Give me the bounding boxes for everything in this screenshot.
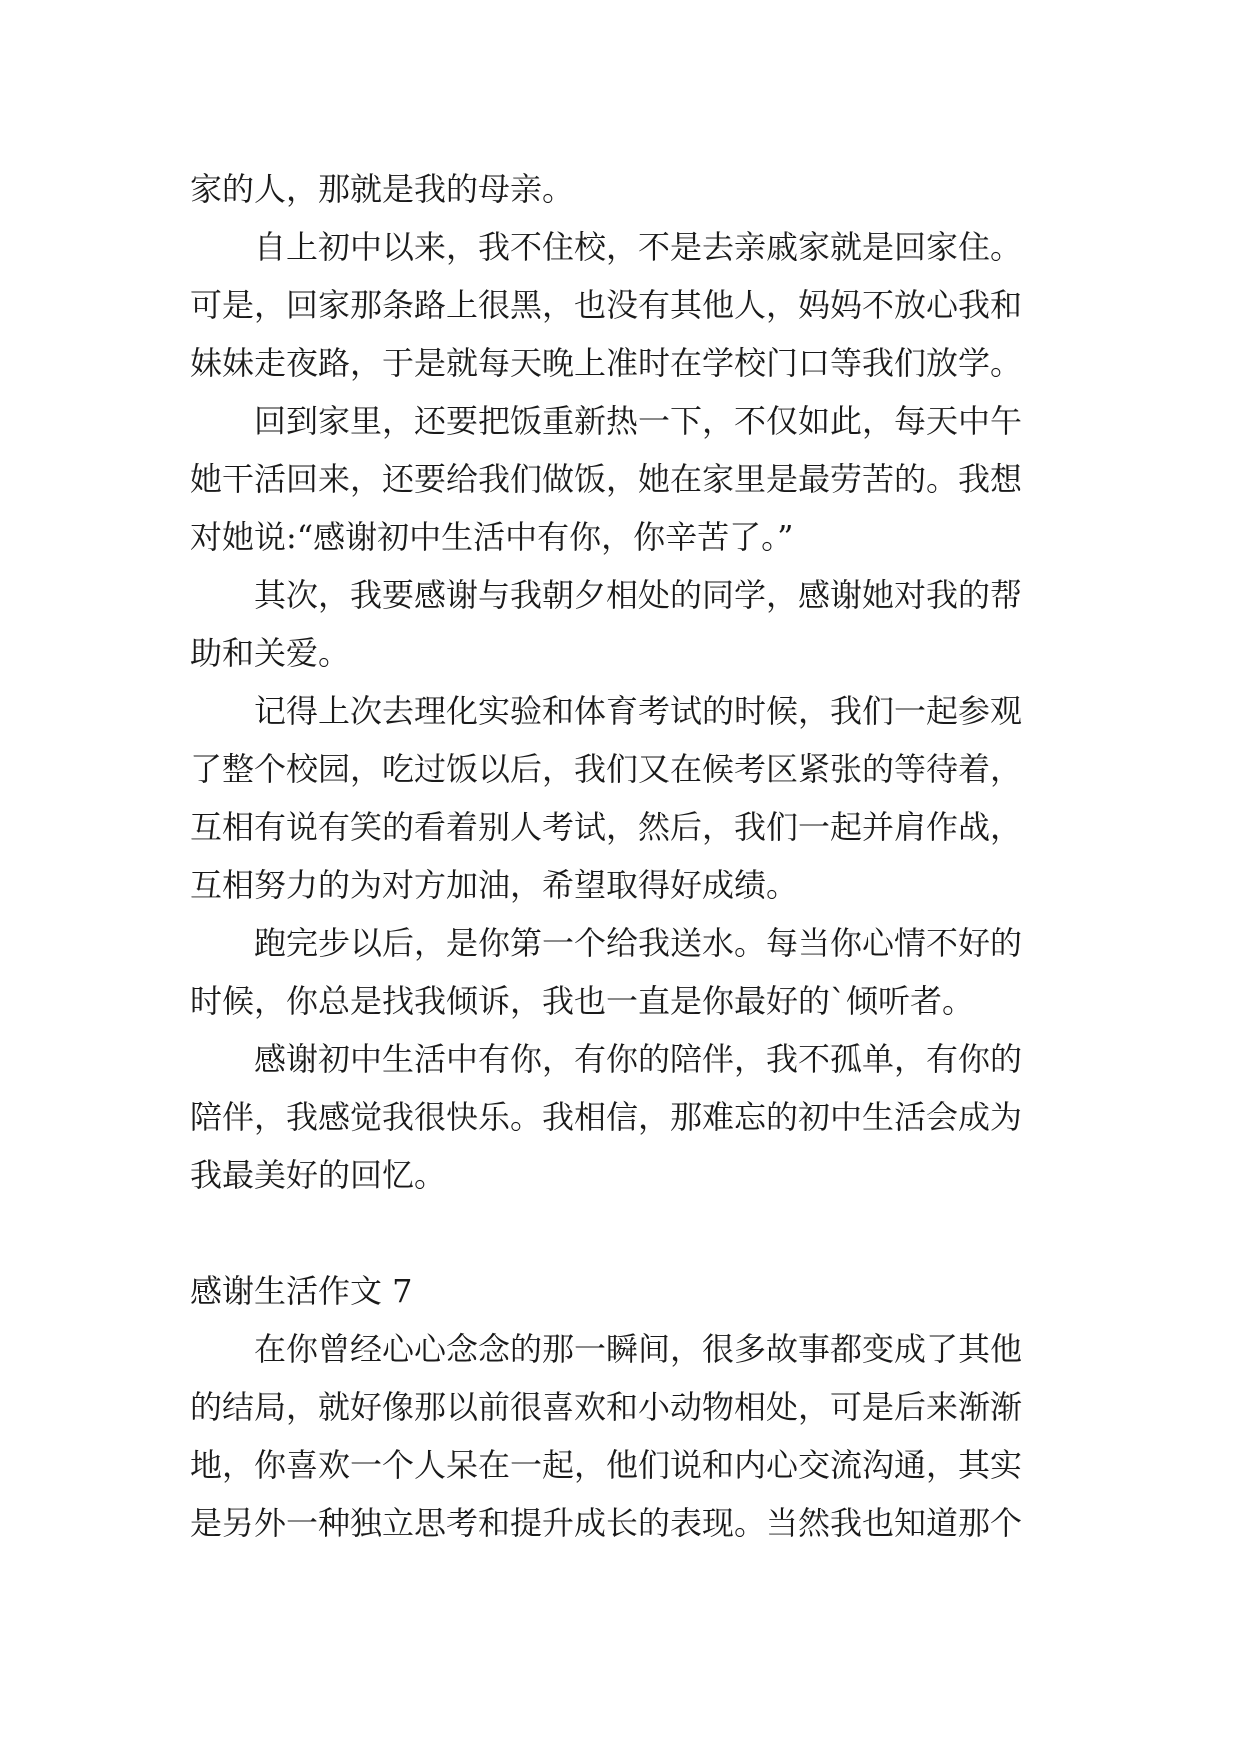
paragraph-2 [190,218,1070,392]
text-line: 回到家里，还要把饭重新热一下，不仅如此，每天中午 [254,402,1023,440]
text-line: 跑完步以后，是你第一个给我送水。每当你心情不好的 [254,924,1023,962]
text-line: 在你曾经心心念念的那一瞬间，很多故事都变成了其他 [254,1330,1023,1368]
text-line: 对她说:“感谢初中生活中有你，你辛苦了。” [190,518,794,556]
paragraph-5 [190,682,1070,914]
text-line: 是另外一种独立思考和提升成长的表现。当然我也知道那个 [190,1504,1023,1542]
text-line: 自上初中以来，我不住校，不是去亲戚家就是回家住。 [254,228,1023,266]
text-line: 其次，我要感谢与我朝夕相处的同学，感谢她对我的帮 [254,576,1023,614]
paragraph-3 [190,392,1070,566]
text-line: 她干活回来，还要给我们做饭，她在家里是最劳苦的。我想 [190,460,1023,498]
text-line: 助和关爱。 [190,634,351,672]
text-line: 家的人，那就是我的母亲。 [190,170,575,208]
text-line: 地，你喜欢一个人呆在一起，他们说和内心交流沟通，其实 [190,1446,1023,1484]
paragraph-4 [190,566,1070,682]
text-line: 记得上次去理化实验和体育考试的时候，我们一起参观 [254,692,1023,730]
text-line: 感谢初中生活中有你，有你的陪伴，我不孤单，有你的 [254,1040,1023,1078]
text-line: 互相有说有笑的看着别人考试，然后，我们一起并肩作战， [190,808,1023,846]
text-line: 的结局，就好像那以前很喜欢和小动物相处，可是后来渐渐 [190,1388,1023,1426]
text-line: 可是，回家那条路上很黑，也没有其他人，妈妈不放心我和 [190,286,1023,324]
paragraph-8 [190,1320,1070,1552]
document-body [190,160,1070,1552]
text-line: 妹妹走夜路，于是就每天晚上准时在学校门口等我们放学。 [190,344,1023,382]
paragraph-6 [190,914,1070,1030]
text-line: 陪伴，我感觉我很快乐。我相信，那难忘的初中生活会成为 [190,1098,1023,1136]
paragraph-7 [190,1030,1070,1204]
text-line: 时候，你总是找我倾诉，我也一直是你最好的`倾听者。 [190,982,975,1020]
paragraph-1 [190,160,1070,218]
text-line: 了整个校园，吃过饭以后，我们又在候考区紧张的等待着， [190,750,1023,788]
text-line: 互相努力的为对方加油，希望取得好成绩。 [190,866,799,904]
text-line: 我最美好的回忆。 [190,1156,447,1194]
section-heading: 感谢生活作文 7 [190,1272,413,1310]
